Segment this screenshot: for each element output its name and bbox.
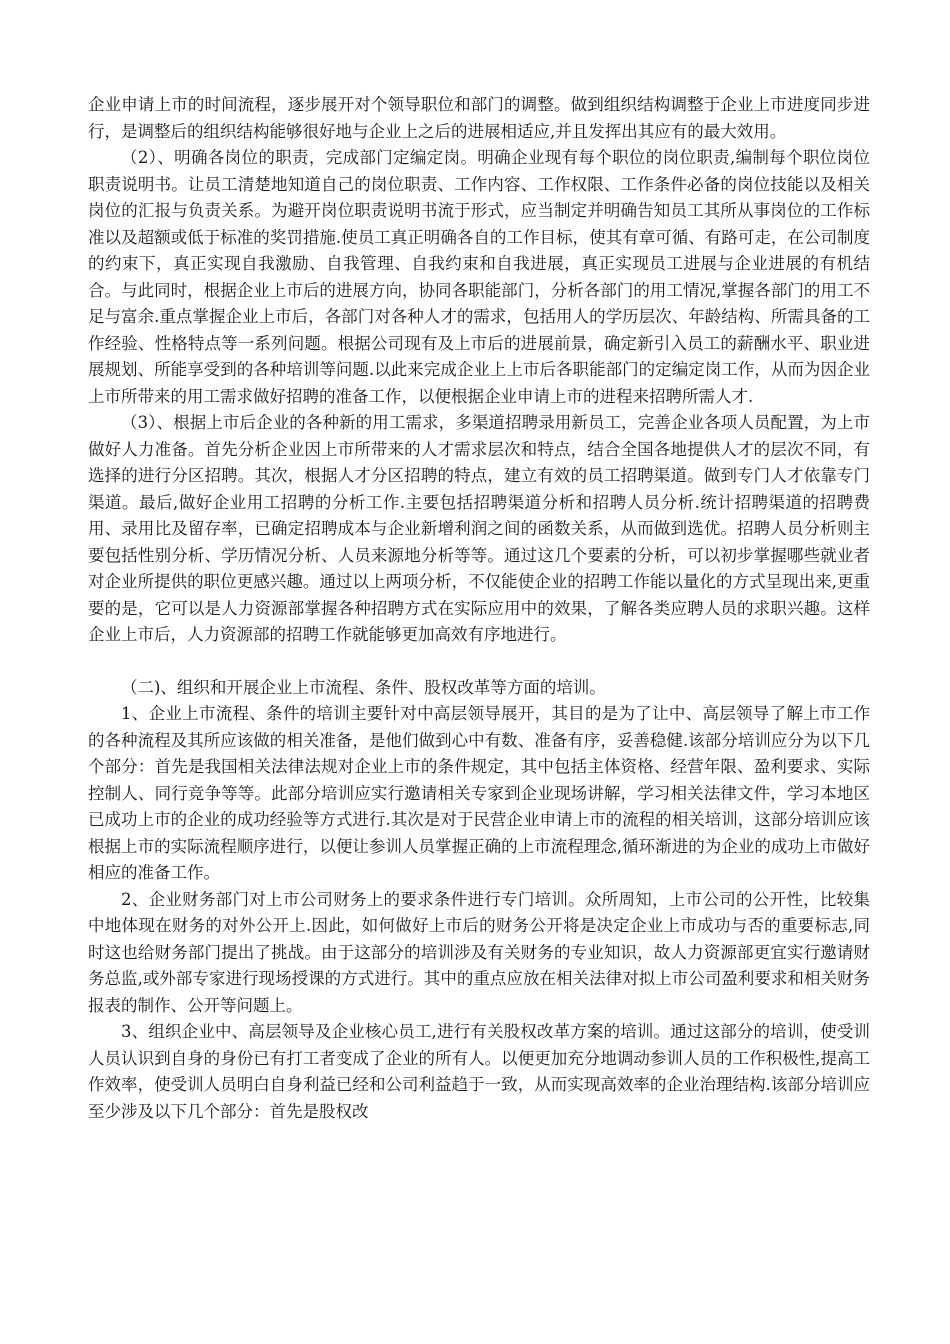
paragraph-item-2: （2）、明确各岗位的职责，完成部门定编定岗。明确企业现有每个职位的岗位职责,编制每个职位岗位职责说明书。让员工清楚地知道自己的岗位职责、工作内容、工作权限、工作条件必备的岗位技能以及相关岗位的汇报与负责关系。为避开岗位职责说明书流于形式，应当制定并明确告知员工其所从事岗位的工作标准以及超额或低于标准的奖罚措施.使员工真正明确各自的工作目标，使其有章可循、有路可走，在公司制度的约束下，真正实现自我激励、自我管理、自我约束和自我进展，真正实现员工进展与企业进展的有机结合。与此同时，根据企业上市后的进展方向，协同各职能部门，分析各部门的用工情况,掌握各部门的用工不足与富余.重点掌握企业上市后，各部门对各种人才的需求，包括用人的学历层次、年龄结构、所需具备的工作经验、性格特点等一系列问题。根据公司现有及上市后的进展前景，确定新引入员工的薪酬水平、职业进展规划、所能享受到的各种培训等问题.以此来完成企业上上市后各职能部门的定编定岗工作，从而为因企业上市所带来的用工需求做好招聘的准备工作，以便根据企业申请上市的进程来招聘所需人才. (88, 148, 870, 406)
section-heading: （二)、组织和开展企业上市流程、条件、股权改革等方面的培训。 (121, 677, 606, 697)
document-page (88, 92, 870, 1125)
paragraph-continuation: 企业申请上市的时间流程，逐步展开对个领导职位和部门的调整。做到组织结构调整于企业上市进度同步进行，是调整后的组织结构能够很好地与企业上之后的进展相适应,并且发挥出其应有的最大效用。 (88, 95, 870, 141)
paragraph-training-2: 2、企业财务部门对上市公司财务上的要求条件进行专门培训。众所周知，上市公司的公开性，比较集中地体现在财务的对外公开上.因此，如何做好上市后的财务公开将是决定企业上市成功与否的重要标志,同时这也给财务部门提出了挑战。由于这部分的培训涉及有关财务的专业知识，故人力资源部更宜实行邀请财务总监,或外部专家进行现场授课的方式进行。其中的重点应放在相关法律对拟上市公司盈利要求和相关财务报表的制作、公开等问题上。 (88, 889, 870, 1015)
paragraph-training-3: 3、组织企业中、高层领导及企业核心员工,进行有关股权改革方案的培训。通过这部分的培训，使受训人员认识到自身的身份已有打工者变成了企业的所有人。以便更加充分地调动参训人员的工作积极性,提高工作效率，使受训人员明白自身利益已经和公司利益趋于一致，从而实现高效率的企业治理结构.该部分培训应至少涉及以下几个部分：首先是股权改 (88, 1022, 870, 1121)
paragraph-item-3: （3）、根据上市后企业的各种新的用工需求，多渠道招聘录用新员工，完善企业各项人员配置，为上市做好人力准备。首先分析企业因上市所带来的人才需求层次和特点，结合全国各地提供人才的层次不同，有选择的进行分区招聘。其次，根据人才分区招聘的特点，建立有效的员工招聘渠道。做到专门人才依靠专门渠道。最后,做好企业用工招聘的分析工作.主要包括招聘渠道分析和招聘人员分析.统计招聘渠道的招聘费用、录用比及留存率，已确定招聘成本与企业新增利润之间的函数关系，从而做到选优。招聘人员分析则主要包括性别分析、学历情况分析、人员来源地分析等等。通过这几个要素的分析，可以初步掌握哪些就业者对企业所提供的职位更感兴趣。通过以上两项分析，不仅能使企业的招聘工作能以量化的方式呈现出来,更重要的是，它可以是人力资源部掌握各种招聘方式在实际应用中的效果，了解各类应聘人员的求职兴趣。这样企业上市后，人力资源部的招聘工作就能够更加高效有序地进行。 (88, 413, 870, 644)
paragraph-training-1: 1、企业上市流程、条件的培训主要针对中高层领导展开，其目的是为了让中、高层领导了解上市工作的各种流程及其所应该做的相关准备，是他们做到心中有数、准备有序，妥善稳健.该部分培训应分为以下几个部分：首先是我国相关法律法规对企业上市的条件规定，其中包括主体资格、经营年限、盈利要求、实际控制人、同行竞争等等。此部分培训应实行邀请相关专家到企业现场讲解，学习相关法律文件，学习本地区已成功上市的企业的成功经验等方式进行.其次是对于民营企业申请上市的流程的相关培训，这部分培训应该根据上市的实际流程顺序进行，以便让参训人员掌握正确的上市流程理念,循环渐进的为企业的成功上市做好相应的准备工作。 (88, 704, 870, 882)
